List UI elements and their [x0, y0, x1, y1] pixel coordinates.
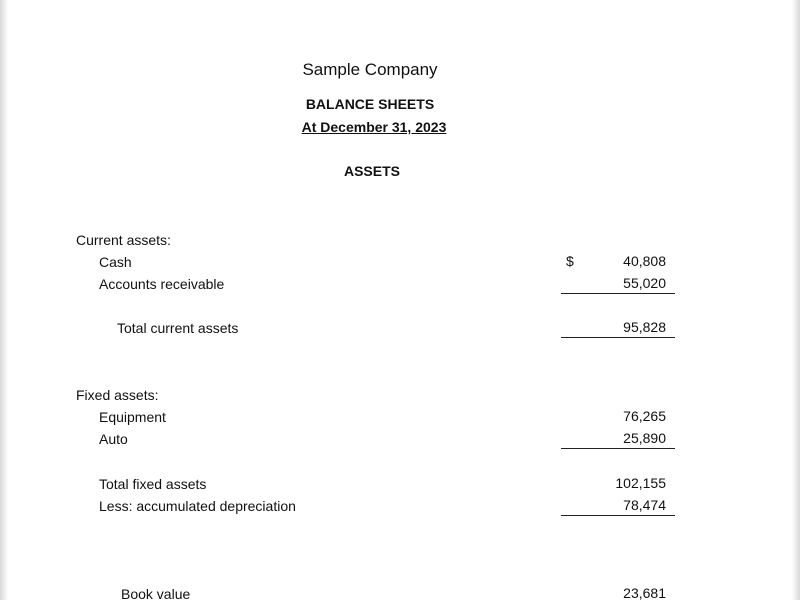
- current-assets-heading: Current assets:: [76, 232, 171, 248]
- document-date: [0, 119, 748, 135]
- currency-symbol: $: [566, 253, 574, 269]
- auto-label: Auto: [99, 431, 128, 447]
- total-rule: [561, 337, 675, 338]
- total-fixed-assets-label: Total fixed assets: [99, 476, 207, 492]
- accumulated-depreciation-value: 78,474: [623, 497, 666, 513]
- accumulated-depreciation-label: Less: accumulated depreciation: [99, 498, 296, 514]
- equipment-value: 76,265: [623, 408, 666, 424]
- auto-value: 25,890: [623, 430, 666, 446]
- page-edge-shadow-left: [0, 0, 8, 600]
- section-title: ASSETS: [343, 163, 400, 179]
- subtotal-rule: [561, 448, 675, 449]
- equipment-label: Equipment: [99, 409, 166, 425]
- cash-value: 40,808: [623, 253, 666, 269]
- book-value-value: 23,681: [623, 585, 666, 601]
- total-current-assets-label: Total current assets: [117, 320, 239, 336]
- document-title: BALANCE SHEETS: [305, 96, 435, 112]
- cash-label: Cash: [99, 254, 132, 270]
- page-edge-shadow-right: [792, 0, 800, 600]
- fixed-assets-heading: Fixed assets:: [76, 387, 159, 403]
- subtotal-rule: [561, 293, 675, 294]
- total-fixed-assets-value: 102,155: [615, 475, 666, 491]
- subtotal-rule: [561, 515, 675, 516]
- total-current-assets-value: 95,828: [623, 319, 666, 335]
- document-date-text: At December 31, 2023: [301, 119, 447, 135]
- accounts-receivable-value: 55,020: [623, 275, 666, 291]
- company-name: Sample Company: [302, 60, 438, 79]
- book-value-label: Book value: [121, 586, 191, 602]
- accounts-receivable-label: Accounts receivable: [99, 276, 225, 292]
